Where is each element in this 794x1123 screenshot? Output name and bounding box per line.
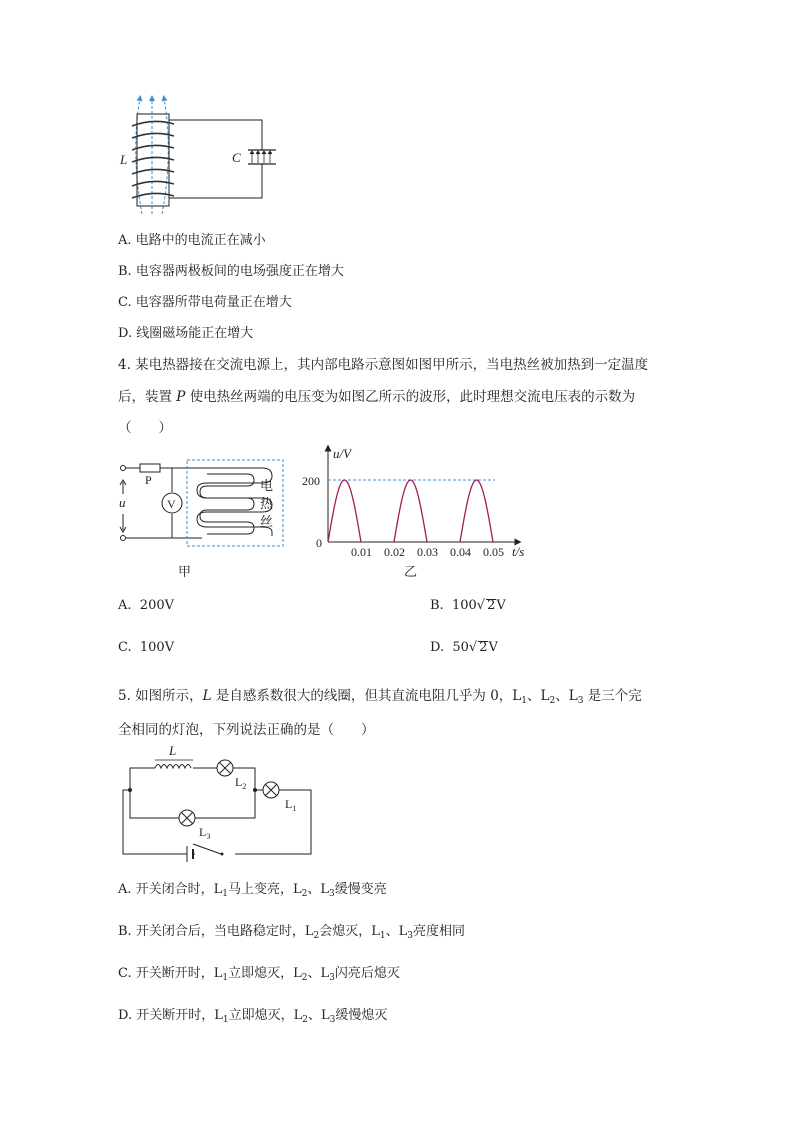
q4-stem-line1: 4. 某电热器接在交流电源上，其内部电路示意图如图甲所示，当电热丝被加热到一定温度 [118, 357, 649, 373]
junction-left [128, 788, 132, 792]
inductor-coil [155, 765, 191, 769]
l2-label: $L_2$ [235, 775, 247, 791]
q3-option-c: C. 电容器所带电荷量正在增大 [118, 295, 292, 310]
q4-option-a: A. 200V [118, 598, 174, 613]
x-tick-label: 0.04 [450, 545, 471, 559]
coil-core [137, 114, 169, 206]
q5-stem-line1: 5. 如图所示，L 是自感系数很大的线圈，但其直流电阻几乎为 0，$L_1$、$L_2$、$L_3$ 是三个完 [118, 688, 642, 706]
l3-label: $L_3$ [199, 825, 211, 841]
input-terminal-bottom [121, 536, 126, 541]
voltage-pulse-2 [394, 480, 427, 542]
circuit-wires [123, 768, 311, 854]
x-tick-label: 0.02 [384, 545, 405, 559]
voltage-pulse-1 [328, 480, 361, 542]
magnetic-field-lines [136, 98, 169, 214]
q5-stem-line2: 全相同的灯泡，下列说法正确的是（ ） [118, 722, 375, 738]
voltmeter-label: V [167, 497, 176, 511]
lamp-l1 [263, 782, 279, 798]
y-axis-label: u/V [333, 446, 352, 461]
q4-option-d: D. 50√ 2V [430, 640, 498, 655]
lc-circuit-figure [110, 92, 290, 217]
inductor-label: L [169, 743, 177, 758]
x-tick-label: 0.05 [483, 545, 504, 559]
lc-wires [169, 120, 262, 198]
y-tick-200: 200 [302, 474, 320, 488]
voltage-pulse-3 [460, 480, 493, 542]
capacitor-label: C [232, 150, 241, 165]
q5-option-d: D. 开关断开时，$L_1$立即熄灭，$L_2$、$L_3$缓慢熄灭 [118, 1008, 388, 1025]
q4-option-c: C. 100V [118, 640, 175, 655]
q5-option-b: B. 开关闭合后，当电路稳定时，$L_2$会熄灭，$L_1$、$L_3$亮度相同 [118, 924, 465, 941]
q5-option-a: A. 开关闭合时，$L_1$马上变亮，$L_2$、$L_3$缓慢变亮 [118, 882, 387, 899]
input-terminal-top [121, 466, 126, 471]
heater-circuit-figure [112, 452, 292, 582]
q4-answer-paren: （ ） [118, 420, 172, 436]
junction-right [253, 788, 257, 792]
q4-stem-line2: 后，装置 P 使电热丝两端的电压变为如图乙所示的波形，此时理想交流电压表的示数为 [118, 389, 636, 405]
heater-char-1: 电 [260, 478, 274, 493]
caption-yi: 乙 [404, 564, 418, 579]
x-axis-label: t/s [512, 544, 525, 559]
heater-char-3: 丝 [260, 514, 274, 529]
lamp-l3 [179, 810, 195, 826]
origin-label: 0 [316, 536, 322, 550]
device-p-label: P [145, 473, 152, 487]
q3-option-b: B. 电容器两极板间的电场强度正在增大 [118, 264, 344, 279]
q5-option-c: C. 开关断开时，$L_1$立即熄灭，$L_2$、$L_3$闪亮后熄灭 [118, 966, 400, 983]
x-tick-label: 0.03 [417, 545, 438, 559]
capacitor-field-arrows [250, 151, 272, 163]
lamp-l2 [217, 760, 233, 776]
voltage-waveform-chart [300, 440, 545, 582]
x-tick-label: 0.01 [351, 545, 372, 559]
q3-option-d: D. 线圈磁场能正在增大 [118, 326, 254, 341]
l1-label: $L_1$ [285, 797, 297, 813]
device-p-box [140, 464, 160, 472]
inductor-lamp-circuit [115, 740, 320, 862]
caption-jia: 甲 [178, 564, 192, 579]
q3-option-a: A. 电路中的电流正在减小 [118, 233, 266, 248]
heater-char-2: 热 [260, 496, 274, 511]
switch-pivot [221, 853, 224, 856]
coil-label: L [120, 152, 128, 167]
voltage-u-label: u [119, 495, 126, 510]
q4-option-b: B. 100√ 2V [430, 598, 506, 613]
